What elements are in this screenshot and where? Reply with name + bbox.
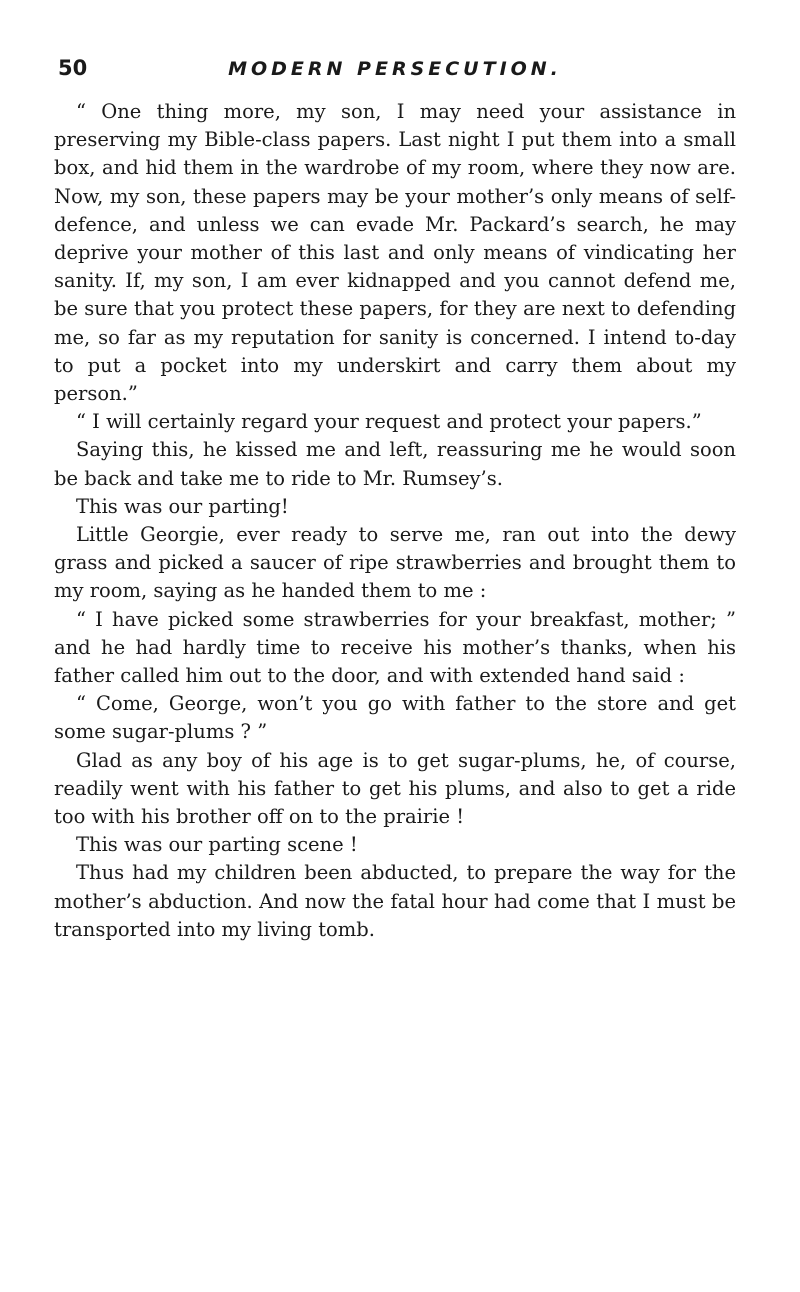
page-number: 50	[58, 56, 88, 80]
paragraph: This was our parting scene !	[76, 833, 358, 857]
paragraph: Saying this, he kissed me and left, reassuring me he would soon be back and take me to ride to Mr. Rumsey’s.	[54, 438, 736, 490]
paragraph: Thus had my children been abducted, to prepare the way for the mother’s abduction. And now the fatal hour had come that I must be transported into my living tomb.	[54, 861, 736, 941]
paragraph: “ Come, George, won’t you go with father to the store and get some sugar-plums ? ”	[54, 692, 736, 744]
paragraph: “ I have picked some strawberries for your breakfast, mother; ” and he had hardly time to receive his mother’s thanks, when his father called him out to the door, and with extended hand said :	[54, 607, 736, 688]
page-header	[54, 56, 736, 92]
paragraph: Little Georgie, ever ready to serve me, ran out into the dewy grass and picked a saucer of ripe strawberries and brought them to my room, saying as he handed them to me :	[54, 523, 736, 603]
body-text	[54, 98, 736, 944]
paragraph: This was our parting!	[76, 494, 289, 518]
paragraph: “ I will certainly regard your request and protect your papers.”	[76, 410, 702, 434]
paragraph: Glad as any boy of his age is to get sugar-plums, he, of course, readily went with his father to get his plums, and also to get a ride too with his brother off on to the prairie !	[54, 748, 736, 829]
paragraph: “ One thing more, my son, I may need your assistance in preserving my Bible-class papers. Last night I put them into a small box, and hid them in the wardrobe of my room, where they now are. Now, my son, these papers may be your mother’s only means of self-defence, and unless we can evade Mr. Packard’s search, he may deprive your mother of this last and only means of vindicating her sanity. If, my son, I am ever kidnapped and you cannot defend me, be sure that you protect these papers, for they are next to defending me, so far as my reputation for sanity is concerned. I intend to-day to put a pocket into my underskirt and carry them about my person.”	[54, 100, 736, 406]
book-page	[54, 56, 736, 944]
running-head: MODERN PERSECUTION.	[228, 58, 562, 80]
